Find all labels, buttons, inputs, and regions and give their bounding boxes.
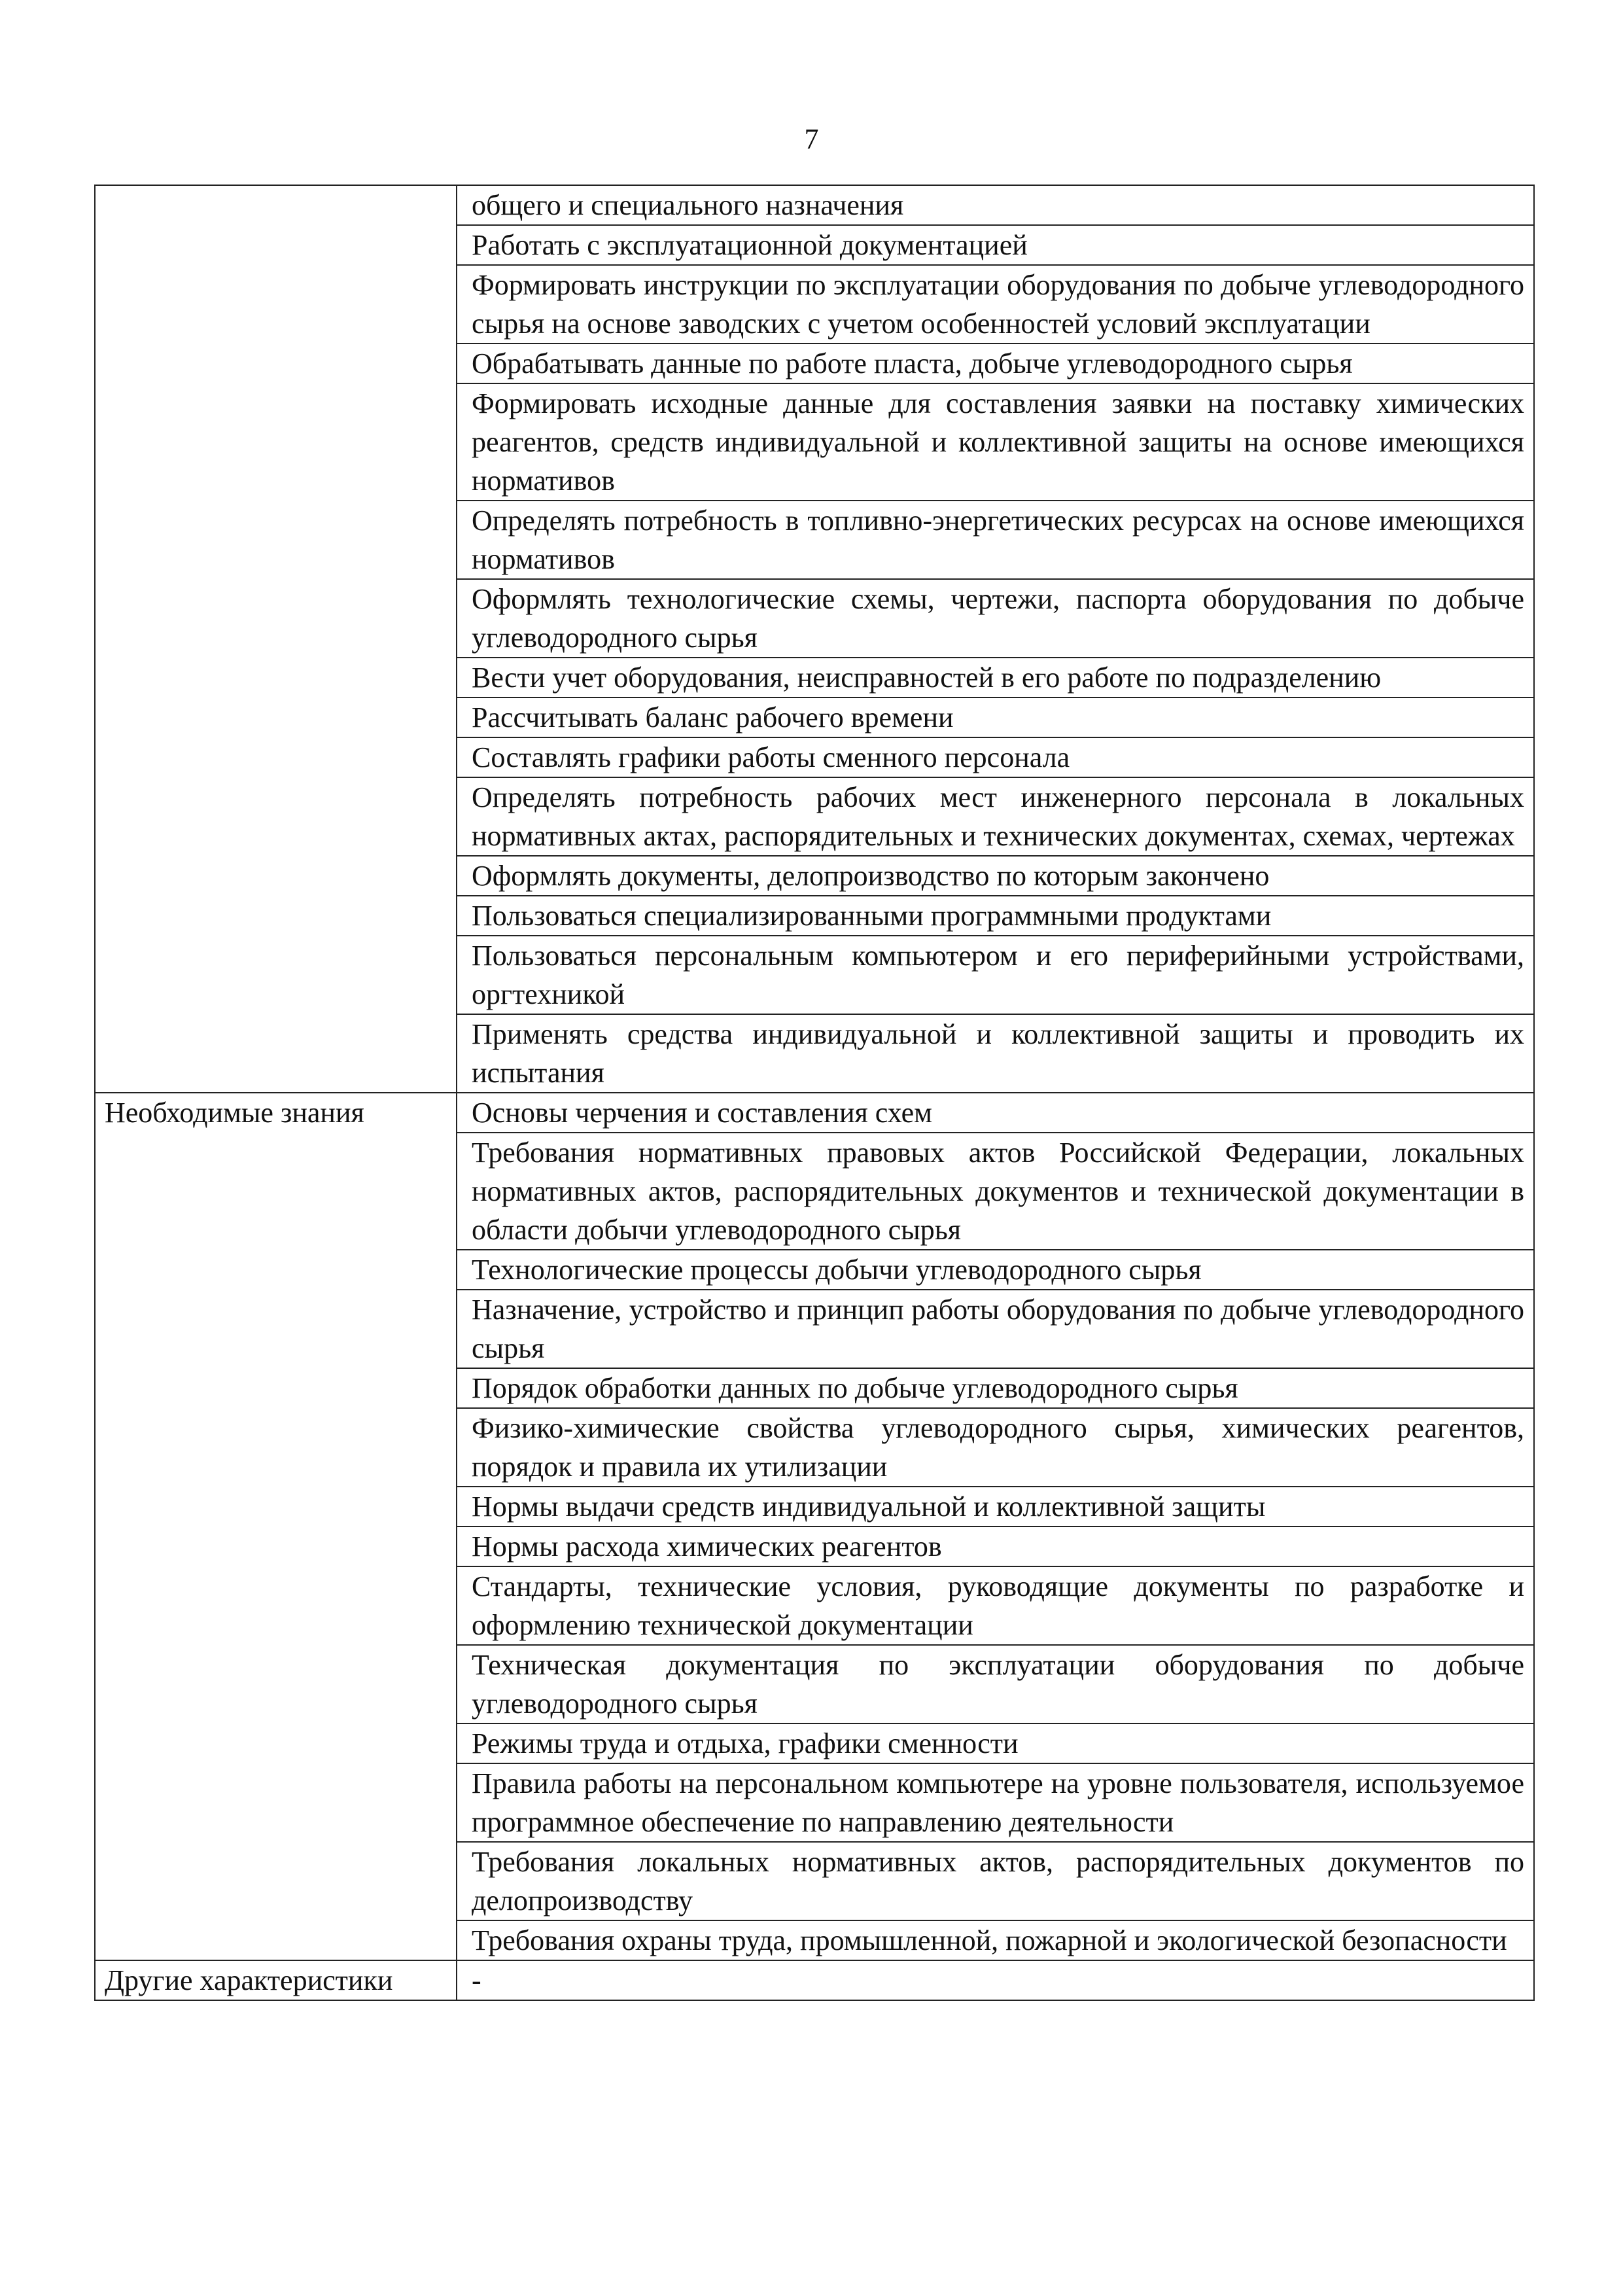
row-group-label bbox=[95, 185, 457, 1093]
row-group-label: Другие характеристики bbox=[95, 1960, 457, 2000]
requirement-item: Оформлять технологические схемы, чертежи, паспорта оборудования по добыче углеводородного сырья bbox=[457, 579, 1534, 658]
requirement-item: Порядок обработки данных по добыче углеводородного сырья bbox=[457, 1368, 1534, 1408]
row-group-label: Необходимые знания bbox=[95, 1093, 457, 1960]
page-number: 7 bbox=[804, 123, 819, 155]
table-row bbox=[95, 185, 1534, 225]
requirement-item: Стандарты, технические условия, руководящие документы по разработке и оформлению технической документации bbox=[457, 1566, 1534, 1645]
table-row bbox=[95, 1093, 1534, 1133]
requirement-item: Пользоваться специализированными программными продуктами bbox=[457, 896, 1534, 936]
requirement-item: Работать с эксплуатационной документацией bbox=[457, 225, 1534, 265]
requirement-item: Требования нормативных правовых актов Российской Федерации, локальных нормативных актов, распорядительных документов и технической документации в области добычи углеводородного сырья bbox=[457, 1133, 1534, 1250]
requirement-item: Правила работы на персональном компьютере на уровне пользователя, используемое программное обеспечение по направлению деятельности bbox=[457, 1763, 1534, 1842]
requirements-table-body bbox=[95, 185, 1534, 2000]
requirement-item: общего и специального назначения bbox=[457, 185, 1534, 225]
requirement-item: Физико-химические свойства углеводородного сырья, химических реагентов, порядок и правила их утилизации bbox=[457, 1408, 1534, 1487]
requirement-item: Технологические процессы добычи углеводородного сырья bbox=[457, 1250, 1534, 1290]
requirement-item: Обрабатывать данные по работе пласта, добыче углеводородного сырья bbox=[457, 344, 1534, 383]
requirements-table bbox=[94, 185, 1535, 2001]
requirement-item: Нормы расхода химических реагентов bbox=[457, 1527, 1534, 1566]
requirement-item: Формировать инструкции по эксплуатации оборудования по добыче углеводородного сырья на основе заводских с учетом особенностей условий эксплуатации bbox=[457, 265, 1534, 344]
requirement-item: Определять потребность в топливно-энергетических ресурсах на основе имеющихся нормативов bbox=[457, 501, 1534, 579]
requirement-item: Определять потребность рабочих мест инженерного персонала в локальных нормативных актах, распорядительных и технических документах, схемах, чертежах bbox=[457, 777, 1534, 856]
requirement-item: Нормы выдачи средств индивидуальной и коллективной защиты bbox=[457, 1487, 1534, 1527]
requirement-item: Применять средства индивидуальной и коллективной защиты и проводить их испытания bbox=[457, 1014, 1534, 1093]
requirement-item: Составлять графики работы сменного персонала bbox=[457, 737, 1534, 777]
requirement-item: Требования локальных нормативных актов, распорядительных документов по делопроизводству bbox=[457, 1842, 1534, 1920]
requirement-item: - bbox=[457, 1960, 1534, 2000]
requirement-item: Режимы труда и отдыха, графики сменности bbox=[457, 1723, 1534, 1763]
requirement-item: Оформлять документы, делопроизводство по которым закончено bbox=[457, 856, 1534, 896]
requirement-item: Рассчитывать баланс рабочего времени bbox=[457, 698, 1534, 737]
requirement-item: Основы черчения и составления схем bbox=[457, 1093, 1534, 1133]
requirement-item: Назначение, устройство и принцип работы оборудования по добыче углеводородного сырья bbox=[457, 1290, 1534, 1368]
requirement-item: Формировать исходные данные для составления заявки на поставку химических реагентов, средств индивидуальной и коллективной защиты на основе имеющихся нормативов bbox=[457, 383, 1534, 501]
requirement-item: Вести учет оборудования, неисправностей в его работе по подразделению bbox=[457, 658, 1534, 698]
requirement-item: Требования охраны труда, промышленной, пожарной и экологической безопасности bbox=[457, 1920, 1534, 1960]
requirement-item: Техническая документация по эксплуатации оборудования по добыче углеводородного сырья bbox=[457, 1645, 1534, 1723]
table-row bbox=[95, 1960, 1534, 2000]
requirement-item: Пользоваться персональным компьютером и его периферийными устройствами, оргтехникой bbox=[457, 936, 1534, 1014]
